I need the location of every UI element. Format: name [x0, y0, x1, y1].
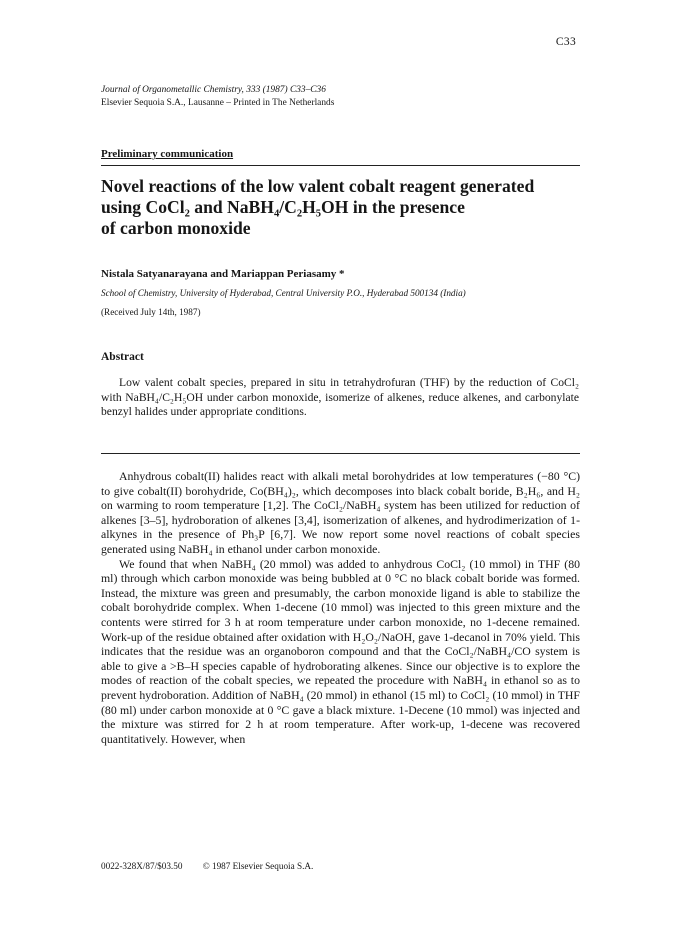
abstract-heading: Abstract — [101, 351, 144, 363]
footer — [101, 861, 313, 871]
title-line-2: using CoCl₂ and NaBH₄/C₂H₅OH in the presence — [101, 197, 465, 217]
title-line-3: of carbon monoxide — [101, 218, 251, 238]
top-rule — [101, 165, 580, 166]
body-paragraph-1: Anhydrous cobalt(II) halides react with alkali metal borohydrides at low temperatures (−80 °C) to give cobalt(II) borohydride, Co(BH₄)₂, which decomposes into black cobalt boride, B₂H₆, and H₂ on warming to room temperature [1,2]. The CoCl₂/NaBH₄ system has been utilized for reduction of alkenes [3–5], hydroboration of alkenes [3,4], isomerization of alkenes, and hydrodimerization of 1-alkynes in the presence of Ph₃P [6,7]. We now report some novel reactions of cobalt species generated using NaBH₄ in ethanol under carbon monoxide. — [101, 469, 580, 556]
section-label: Preliminary communication — [101, 148, 234, 160]
authors: Nistala Satyanarayana and Mariappan Periasamy * — [101, 268, 345, 280]
journal-citation: Journal of Organometallic Chemistry, 333 (1987) C33–C36 — [101, 85, 326, 95]
body-text — [101, 469, 580, 746]
footer-code: 0022-328X/87/$03.50 — [101, 861, 183, 871]
page-number: C33 — [555, 36, 576, 48]
abstract-text: Low valent cobalt species, prepared in situ in tetrahydrofuran (THF) by the reduction of CoCl₂ with NaBH₄/C₂H₅OH under carbon monoxide, isomerize of alkenes, reduce alkenes, and carbonylate benzyl halides under appropriate conditions. — [101, 376, 579, 418]
abstract-rule — [101, 453, 580, 454]
title-line-1: Novel reactions of the low valent cobalt reagent generated — [101, 176, 535, 196]
journal-publisher: Elsevier Sequoia S.A., Lausanne – Printed in The Netherlands — [101, 98, 335, 108]
body-paragraph-2: We found that when NaBH₄ (20 mmol) was added to anhydrous CoCl₂ (10 mmol) in THF (80 ml) through which carbon monoxide was being bubbled at 0 °C no black cobalt boride was formed. Instead, the mixture was green and presumably, the carbon monoxide ligand is able to stabilize the cobalt borohydride complex. When 1-decene (10 mmol) was injected to this green mixture and the contents were stirred for 3 h at room temperature under carbon monoxide, no 1-decene remained. Work-up of the residue obtained after oxidation with H₂O₂/NaOH, gave 1-decanol in 70% yield. This indicates that the residue was an organoboron compound and that the CoCl₂/NaBH₄/CO system is able to give a >B–H species capable of hydroborating alkenes. Since our objective is to explore the modes of reaction of the cobalt species, we repeated the procedure with NaBH₄ in ethanol so as to prevent hydroboration. Addition of NaBH₄ (20 mmol) in ethanol (15 ml) to CoCl₂ (10 mmol) in THF (80 ml) under carbon monoxide at 0 °C gave a black mixture. 1-Decene (10 mmol) was injected and the mixture was stirred for 2 h at room temperature. After work-up, 1-decene was recovered quantitatively. However, when — [101, 556, 580, 746]
received-date: (Received July 14th, 1987) — [101, 307, 201, 317]
footer-copyright: © 1987 Elsevier Sequoia S.A. — [202, 861, 314, 871]
journal-header — [101, 84, 334, 110]
affiliation: School of Chemistry, University of Hyderabad, Central University P.O., Hyderabad 500134 (India) — [101, 288, 466, 298]
article-title — [101, 176, 581, 239]
